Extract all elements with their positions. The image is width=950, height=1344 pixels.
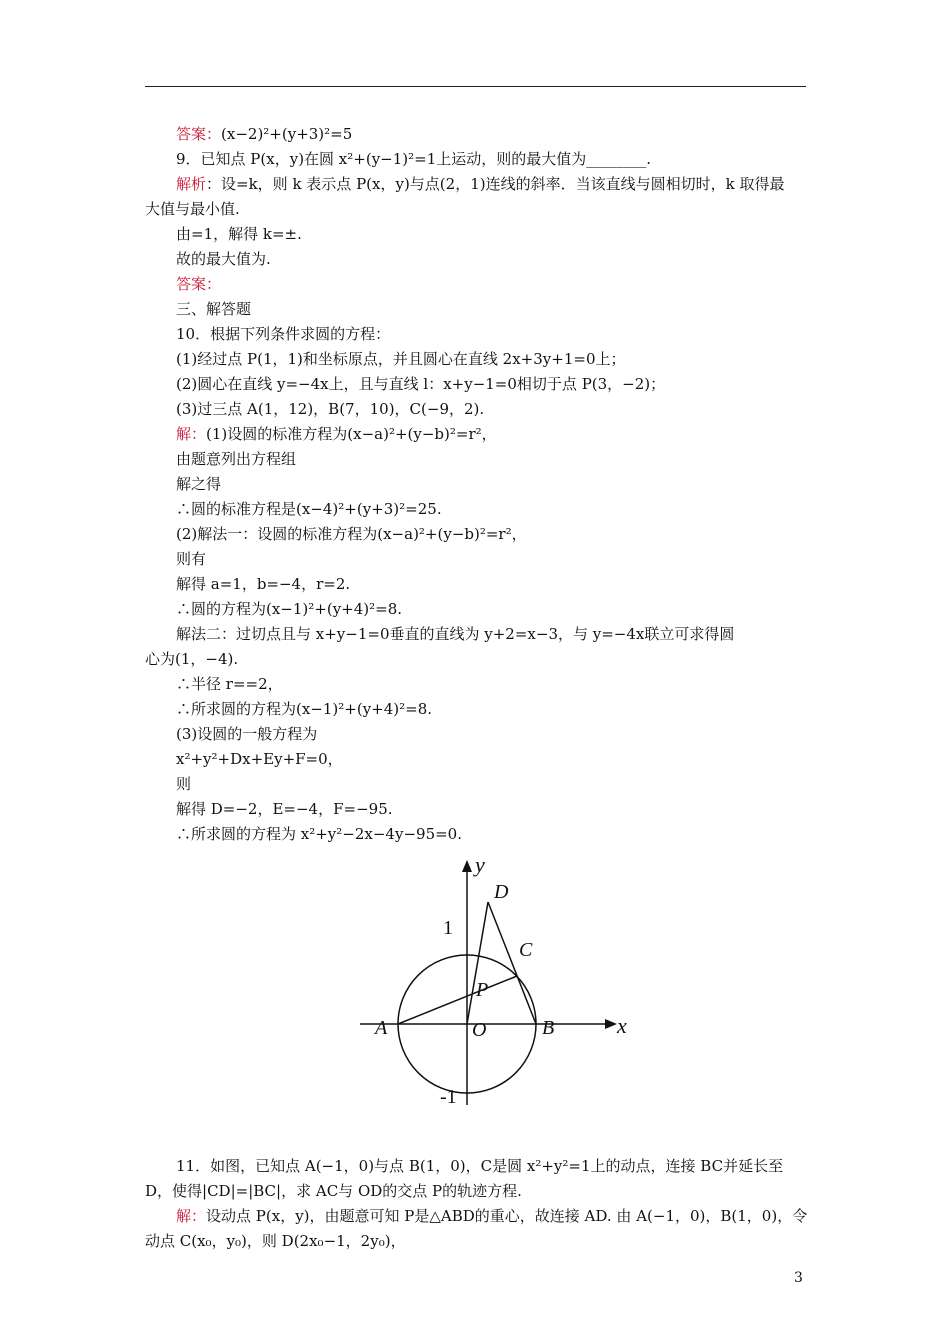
section-heading: 三、解答题 [176, 300, 252, 318]
label-O: O [472, 1019, 487, 1041]
solution-10-line-4: ∴圆的标准方程是(x−4)²+(y+3)²=25. [176, 500, 442, 518]
problem-10-part-1: (1)经过点 P(1，1)和坐标原点，并且圆心在直线 2x+3y+1=0上； [176, 350, 626, 368]
solution-10-line-9: 解法二：过切点且与 x+y−1=0垂直的直线为 y+2=x−3，与 y=−4x联立可求得圆 [176, 625, 735, 643]
geometry-figure [355, 850, 645, 1112]
segment-OD [467, 902, 488, 1024]
header-rule [145, 86, 806, 87]
problem-9: 9．已知点 P(x，y)在圆 x²+(y−1)²=1上运动，则的最大值为________. [176, 150, 652, 168]
solution-10-line-6: 则有 [176, 550, 207, 568]
answer-9-line: 答案： [176, 275, 222, 293]
problem-11-line-2: D，使得|CD|=|BC|，求 AC与 OD的交点 P的轨迹方程. [145, 1182, 522, 1200]
solution-10-line-12: ∴所求圆的方程为(x−1)²+(y+4)²=8. [176, 700, 433, 718]
solution-10-line-3: 解之得 [176, 475, 222, 493]
solution-10-line-8: ∴圆的方程为(x−1)²+(y+4)²=8. [176, 600, 403, 618]
label-one: 1 [443, 917, 453, 939]
label-y: y [475, 852, 485, 877]
solution-10-line-7: 解得 a=1，b=−4，r=2. [176, 575, 351, 593]
segment-AC [398, 976, 517, 1024]
solution-10-line-13: (3)设圆的一般方程为 [176, 725, 318, 743]
label-B: B [542, 1017, 555, 1039]
label-D: D [494, 881, 509, 903]
solution-10-line-11: ∴半径 r==2， [176, 675, 283, 693]
problem-11-line-1: 11．如图，已知点 A(−1，0)与点 B(1，0)，C是圆 x²+y²=1上的动点，连接 BC并延长至 [176, 1157, 784, 1175]
problem-10-part-3: (3)过三点 A(1，12)，B(7，10)，C(−9，2). [176, 400, 485, 418]
solution-10-line-15: 则 [176, 775, 192, 793]
label-x: x [617, 1013, 627, 1038]
analysis-9-line-1: 解析：设=k，则 k 表示点 P(x，y)与点(2，1)连线的斜率．当该直线与圆相切时，k 取得最 [176, 175, 785, 193]
segment-BD [488, 902, 536, 1024]
solution-11-line-1: 解：设动点 P(x，y)，由题意可知 P是△ABD的重心，故连接 AD. 由 A(−1，0)，B(1，0)，令 [176, 1207, 808, 1225]
solution-10-line-16: 解得 D=−2，E=−4，F=−95. [176, 800, 393, 818]
answer-8-line: 答案：(x−2)²+(y+3)²=5 [176, 125, 353, 143]
label-P: P [476, 979, 489, 1001]
analysis-9-line-4: 故的最大值为. [176, 250, 271, 268]
solution-10-line-17: ∴所求圆的方程为 x²+y²−2x−4y−95=0. [176, 825, 462, 843]
page-number: 3 [794, 1270, 803, 1286]
solution-11-line-2: 动点 C(x₀，y₀)，则 D(2x₀−1，2y₀)， [145, 1232, 406, 1250]
y-axis-arrow [462, 860, 472, 872]
x-axis-arrow [605, 1019, 617, 1029]
analysis-9-line-2: 大值与最小值. [145, 200, 240, 218]
problem-10-part-2: (2)圆心在直线 y=−4x上，且与直线 l：x+y−1=0相切于点 P(3，−2)； [176, 375, 666, 393]
solution-10-line-5: (2)解法一：设圆的标准方程为(x−a)²+(y−b)²=r²， [176, 525, 527, 543]
solution-10-line-10: 心为(1，−4). [145, 650, 239, 668]
label-C: C [519, 939, 533, 961]
problem-10: 10．根据下列条件求圆的方程： [176, 325, 391, 343]
label-A: A [375, 1017, 388, 1039]
analysis-9-line-3: 由=1，解得 k=±. [176, 225, 302, 243]
solution-10-line-14: x²+y²+Dx+Ey+F=0， [176, 750, 343, 768]
label-neg-one: -1 [440, 1086, 457, 1108]
solution-10-line-2: 由题意列出方程组 [176, 450, 297, 468]
solution-10-line-1: 解：(1)设圆的标准方程为(x−a)²+(y−b)²=r²， [176, 425, 497, 443]
